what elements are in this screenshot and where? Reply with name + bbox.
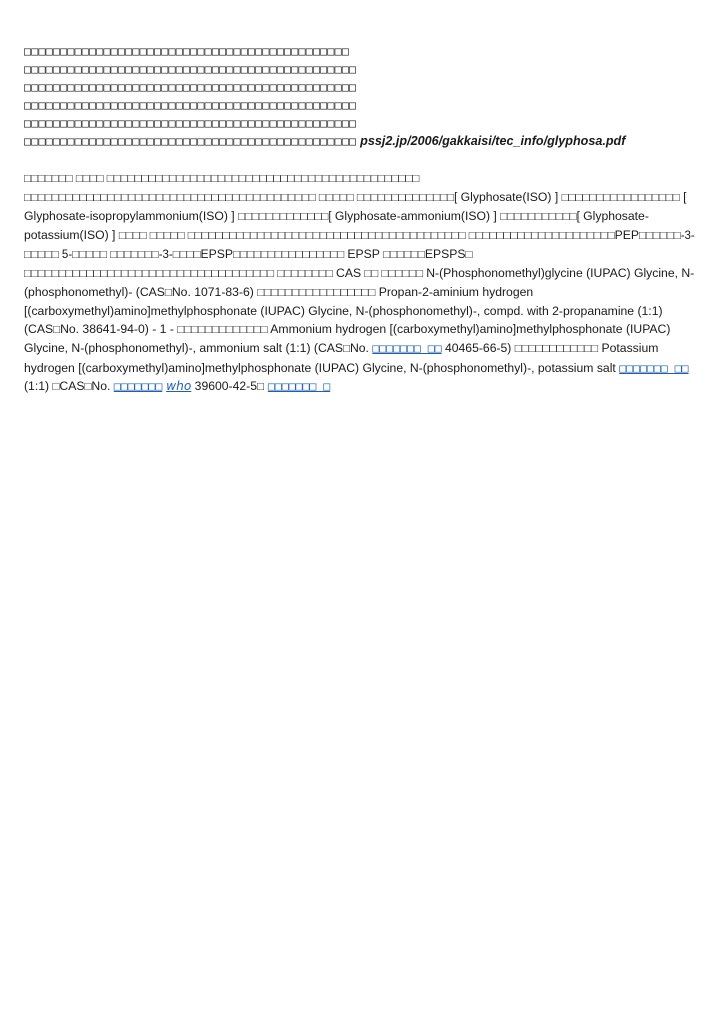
body-text: 39600-42-5 — [191, 378, 258, 393]
intro-line: □□□□□□□□□□□□□□□□□□□□□□□□□□□□□□□□□□□□□□□□□□□□□□ — [24, 98, 357, 113]
body-text: Glyphosate-ammonium(ISO) ] — [331, 208, 501, 223]
body-text: Potassium hydrogen [(carboxymethyl)amino]methylphosphonate (IUPAC) Glycine, N-(phosphonomethyl)-, potassium salt — [24, 341, 659, 375]
body-text: □□□□□□□□□□□□ — [514, 343, 599, 356]
body-text: No. — [349, 341, 373, 356]
body-text: □□□□□□□□□□□□□□□□□ — [561, 191, 680, 204]
body-text: EPSP — [347, 246, 380, 261]
body-text: □□□□□□□□□□□□□□□□ — [233, 248, 348, 261]
body-text: PEP — [614, 227, 640, 242]
body-text: [ Glyphosate-isopropylammonium(ISO) ] — [24, 189, 687, 223]
intro-block — [24, 42, 696, 151]
intro-line: □□□□□□□□□□□□□□□□□□□□□□□□□□□□□□□□□□□□□□□□□□□□□□ — [24, 62, 357, 77]
intro-line: □□□□□□□□□□□□□□□□□□□□□□□□□□□□□□□□□□□□□□□□□□□□□□ — [24, 116, 357, 131]
body-text: EPSPS — [424, 246, 466, 261]
body-text: EPSP — [200, 246, 234, 261]
intro-line-with-source — [24, 132, 696, 150]
body-text: Glyphosate-potassium(ISO) ] — [24, 208, 649, 242]
body-text: N-(Phosphonomethyl)glycine (IUPAC) Glycine, N-(phosphonomethyl)- (CAS — [24, 266, 695, 300]
body-text: □□□□□□ — [379, 248, 425, 261]
inline-link[interactable]: □□□□□□□ □□ — [619, 360, 689, 375]
body-text: CAS — [59, 378, 85, 393]
body-text: Glyphosate(ISO) ] — [457, 189, 562, 204]
body-text: No. 1071-83-6) — [171, 285, 258, 300]
body-text: 40465-66-5) — [441, 341, 515, 356]
body-text: No. — [91, 378, 114, 393]
body-text: □ — [343, 343, 350, 356]
inline-link[interactable]: □□□□□□□ □□ — [372, 341, 442, 356]
body-text: □□□□ □□□□□ □□□□□□□□□□□□□□□□□□□□□□□□□□□□□□□□□□□□□□□□ □□□□□□□□□□□□□□□□□□□□□ — [118, 229, 615, 242]
body-text: □□ □□□□□□ — [361, 268, 427, 281]
body-text: No. 38641-94-0) - 1 - — [60, 322, 178, 337]
body-text: Ammonium hydrogen [(carboxymethyl)amino]methylphosphonate (IUPAC) Glycine, N-(phosphonomethyl)-, ammonium salt (1:1) (CAS — [24, 322, 671, 356]
inline-link[interactable]: □□□□□□□ □ — [267, 378, 331, 393]
body-text: □□□□□□□□□□□□□□□□□ — [257, 287, 376, 300]
source-url: pssj2.jp/2006/gakkaisi/tec_info/glyphosa.pdf — [360, 134, 626, 149]
body-text: □□□□□□□□□□□[ — [500, 210, 580, 223]
body-text: □ — [52, 380, 60, 393]
intro-line: □□□□□□□□□□□□□□□□□□□□□□□□□□□□□□□□□□□□□□□□□□□□□ — [24, 44, 350, 58]
body-text: CAS — [336, 266, 362, 281]
intro-line: □□□□□□□□□□□□□□□□□□□□□□□□□□□□□□□□□□□□□□□□□□□□□□ — [24, 80, 357, 95]
intro-line-text: □□□□□□□□□□□□□□□□□□□□□□□□□□□□□□□□□□□□□□□□□□□□□□ — [24, 134, 357, 149]
body-text: □□□□□□-3-□□□□□ 5-□□□□□ □□□□□□□-3-□□□□ — [24, 229, 695, 261]
inline-link-who[interactable]: who — [166, 378, 192, 393]
paragraph-gap — [24, 151, 696, 169]
body-text: (1:1) — [24, 378, 53, 393]
inline-link[interactable]: □□□□□□□ — [113, 378, 163, 393]
body-text: □□□□□□□ □□□□ □□□□□□□□□□□□□□□□□□□□□□□□□□□□□□□□□□□□□□□□□□□□□ □□□□□□□□□□□□□□□□□□□□□□□□□□□□□□□□□□□□□□□□□□ □□□□□ □□□□□□□□□□□□□□[ — [24, 172, 458, 204]
body-text: □ — [164, 287, 172, 300]
body-text: □ — [257, 380, 264, 393]
body-text: □ — [53, 324, 61, 337]
body-text: □ — [84, 380, 92, 393]
body-text: □ □□□□□□□□□□□□□□□□□□□□□□□□□□□□□□□□□□□□ □□□□□□□□ — [24, 248, 473, 281]
body-text: Propan-2-aminium hydrogen [(carboxymethyl)amino]methylphosphonate (IUPAC) Glycine, N-(phosphonomethyl)-, compd. with 2-propanamine (1:1) (CAS — [24, 285, 663, 337]
body-text: □□□□□□□□□□□□□ — [177, 324, 268, 337]
body-text: □□□□□□□□□□□□□[ — [238, 210, 332, 223]
glyphosate-paragraph — [24, 169, 698, 396]
